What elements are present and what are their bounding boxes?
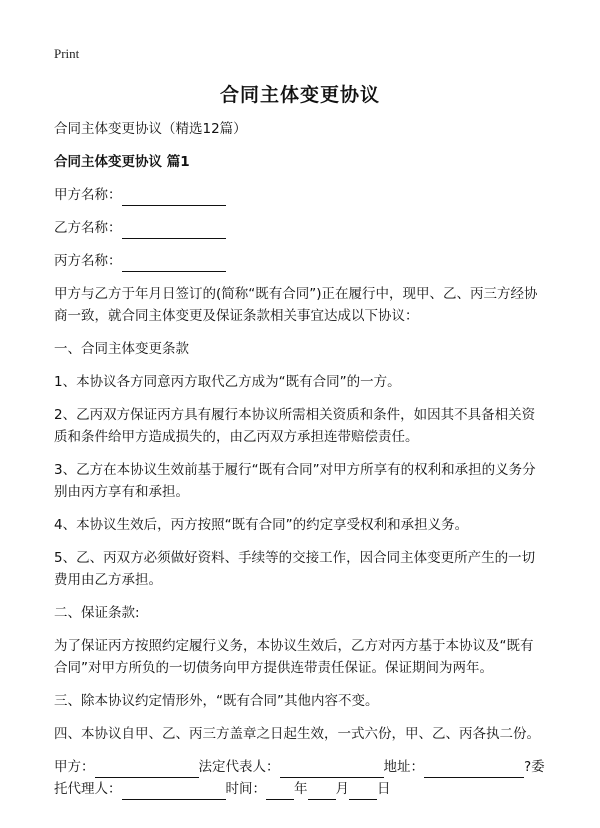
paragraph-line: 2、乙丙双方保证丙方具有履行本协议所需相关资质和条件，如因其不具备相关资 xyxy=(54,407,536,423)
signature-line-2 xyxy=(54,778,548,800)
paragraph-line: 商一致，就合同主体变更及保证条款相关事宜达成以下协议： xyxy=(54,308,419,324)
document-subtitle: 合同主体变更协议（精选12篇） xyxy=(54,121,247,137)
heading-guarantee xyxy=(54,602,548,624)
party-a-label: 甲方名称： xyxy=(54,187,122,203)
heading-subject-change xyxy=(54,338,548,360)
party-a-field xyxy=(54,184,548,206)
signature-line-1 xyxy=(54,756,548,778)
paragraph-line: 三、除本协议约定情形外，“既有合同”其他内容不变。 xyxy=(54,693,379,709)
paragraph-line: 4、本协议生效后，丙方按照“既有合同”的约定享受权利和承担义务。 xyxy=(54,517,469,533)
paragraph-line: 质和条件给甲方造成损失的，由乙丙双方承担连带赔偿责任。 xyxy=(54,429,419,445)
party-c-label: 丙方名称： xyxy=(54,253,122,269)
day-label: 日 xyxy=(377,781,391,797)
address-blank xyxy=(424,762,524,778)
paragraph-line: 为了保证丙方按照约定履行义务，本协议生效后，乙方对丙方基于本协议及“既有 xyxy=(54,638,534,654)
paragraph-line: 甲方与乙方于年月日签订的(简称“既有合同”)正在履行中，现甲、乙、丙三方经协 xyxy=(54,286,538,302)
clause-5 xyxy=(54,547,548,591)
paragraph-line: 1、本协议各方同意丙方取代乙方成为“既有合同”的一方。 xyxy=(54,374,401,390)
party-b-blank xyxy=(122,222,226,239)
document-title: 合同主体变更协议 xyxy=(219,84,380,106)
paragraph-line: 一、合同主体变更条款 xyxy=(54,341,189,357)
party-b-field xyxy=(54,217,548,239)
month-blank xyxy=(308,784,336,800)
document-body xyxy=(54,118,548,800)
clause-3 xyxy=(54,459,548,503)
clause-effectiveness xyxy=(54,723,548,745)
guarantee-clause xyxy=(54,635,548,679)
legal-rep-blank xyxy=(280,762,384,778)
year-label: 年 xyxy=(294,781,308,797)
day-blank xyxy=(349,784,377,800)
paragraph-preamble xyxy=(54,283,548,327)
clause-2 xyxy=(54,404,548,448)
paragraph-line: 5、乙、丙双方必须做好资料、手续等的交接工作，因合同主体变更所产生的一切 xyxy=(54,550,536,566)
print-link[interactable]: Print xyxy=(54,46,80,61)
party-b-label: 乙方名称： xyxy=(54,220,122,236)
time-label: 时间： xyxy=(225,781,266,797)
section-title: 合同主体变更协议 篇1 xyxy=(54,154,190,170)
agent-blank xyxy=(122,784,226,800)
clause-4 xyxy=(54,514,548,536)
paragraph-line: 费用由乙方承担。 xyxy=(54,572,162,588)
party-c-blank xyxy=(122,255,226,272)
party-a-sign-label: 甲方： xyxy=(54,759,95,775)
agent-prefix: ?委 xyxy=(524,759,545,775)
party-c-field xyxy=(54,250,548,272)
clause-1 xyxy=(54,371,548,393)
paragraph-line: 四、本协议自甲、乙、丙三方盖章之日起生效，一式六份，甲、乙、丙各执二份。 xyxy=(54,726,540,742)
legal-rep-label: 法定代表人： xyxy=(198,759,280,775)
paragraph-line: 合同”对甲方所负的一切债务向甲方提供连带责任保证。保证期间为两年。 xyxy=(54,660,493,676)
party-a-blank xyxy=(122,189,226,206)
paragraph-line: 别由丙方享有和承担。 xyxy=(54,484,189,500)
party-a-sign-blank xyxy=(95,762,199,778)
address-label: 地址： xyxy=(383,759,424,775)
paragraph-line: 3、乙方在本协议生效前基于履行“既有合同”对甲方所享有的权利和承担的义务分 xyxy=(54,462,536,478)
month-label: 月 xyxy=(335,781,349,797)
year-blank xyxy=(266,784,294,800)
agent-label: 托代理人： xyxy=(54,781,122,797)
paragraph-line: 二、保证条款: xyxy=(54,605,140,621)
clause-other-terms xyxy=(54,690,548,712)
